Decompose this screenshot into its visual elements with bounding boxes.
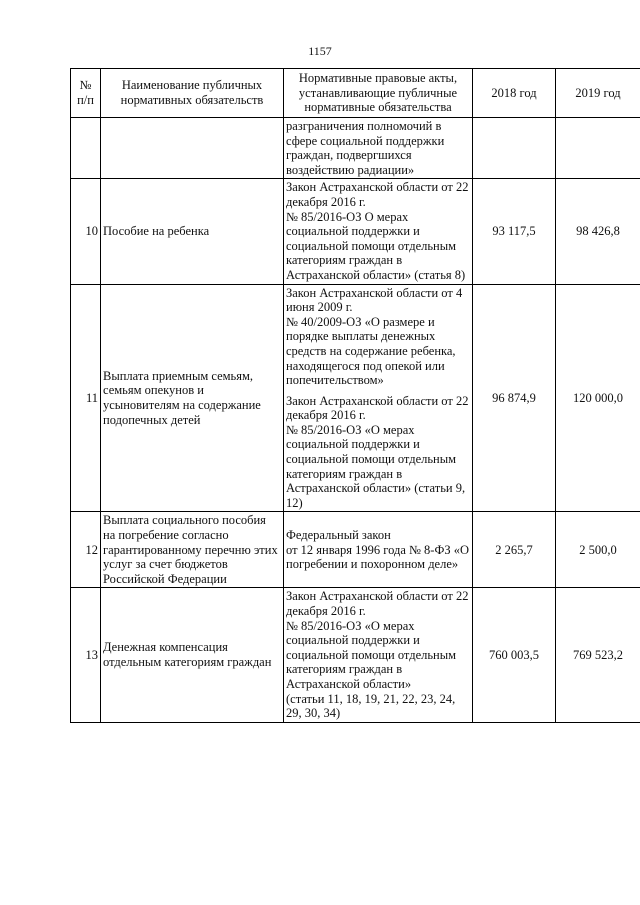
table-row bbox=[71, 179, 640, 284]
obligations-table bbox=[70, 68, 640, 723]
row-acts bbox=[284, 588, 473, 722]
legal-act: Закон Астраханской области от 22 декабря 2016 г. № 85/2016-ОЗ О мерах социальной поддержки и социальной помощи отдельным категориям граждан в Астраханской области» (статья 8) bbox=[286, 180, 469, 282]
table-row bbox=[71, 588, 640, 722]
header-num: № п/п bbox=[71, 69, 101, 118]
table-row bbox=[71, 512, 640, 588]
row-2019 bbox=[556, 118, 640, 179]
header-acts: Нормативные правовые акты, устанавливающие публичные нормативные обязательства bbox=[284, 69, 473, 118]
row-num: 12 bbox=[71, 512, 101, 588]
row-num: 11 bbox=[71, 284, 101, 512]
row-name bbox=[101, 118, 284, 179]
table-row bbox=[71, 284, 640, 512]
row-acts bbox=[284, 118, 473, 179]
table-row-continuation bbox=[71, 118, 640, 179]
row-2019: 2 500,0 bbox=[556, 512, 640, 588]
row-2019: 120 000,0 bbox=[556, 284, 640, 512]
legal-act: Закон Астраханской области от 4 июня 2009 г. № 40/2009-ОЗ «О размере и порядке выплаты денежных средств на содержание ребенка, находящегося под опекой или попечительством» bbox=[286, 285, 463, 388]
legal-act: разграничения полномочий в сфере социальной поддержки граждан, подвергшихся воздействию радиации» bbox=[286, 119, 445, 177]
header-name: Наименование публичных нормативных обязательств bbox=[101, 69, 284, 118]
row-2018: 760 003,5 bbox=[473, 588, 556, 722]
legal-act: Федеральный закон от 12 января 1996 года № 8-ФЗ «О погребении и похоронном деле» bbox=[286, 528, 470, 572]
row-2018: 2 265,7 bbox=[473, 512, 556, 588]
row-2018: 96 874,9 bbox=[473, 284, 556, 512]
row-2018: 93 117,5 bbox=[473, 179, 556, 284]
row-num: 13 bbox=[71, 588, 101, 722]
row-acts bbox=[284, 512, 473, 588]
row-2019: 98 426,8 bbox=[556, 179, 640, 284]
row-num: 10 bbox=[71, 179, 101, 284]
row-name: Выплата приемным семьям, семьям опекунов и усыновителям на содержание подопечных детей bbox=[101, 284, 284, 512]
row-name: Пособие на ребенка bbox=[101, 179, 284, 284]
row-2019: 769 523,2 bbox=[556, 588, 640, 722]
row-2018 bbox=[473, 118, 556, 179]
row-name: Выплата социального пособия на погребение согласно гарантированному перечню этих услуг за счет бюджетов Российской Федерации bbox=[101, 512, 284, 588]
header-2018: 2018 год bbox=[473, 69, 556, 118]
legal-act: Закон Астраханской области от 22 декабря 2016 г. № 85/2016-ОЗ «О мерах социальной поддержки и социальной помощи отдельным категориям граждан в Астраханской области» (статьи 11, 18, 19, 21, 22, 23, 24, 29, 30, 34) bbox=[286, 589, 469, 721]
page-number: 1157 bbox=[308, 44, 332, 58]
header-2019: 2019 год bbox=[556, 69, 640, 118]
row-acts bbox=[284, 284, 473, 512]
legal-act: Закон Астраханской области от 22 декабря 2016 г. № 85/2016-ОЗ «О мерах социальной поддержки и социальной помощи отдельным категориям граждан в Астраханской области» (статьи 9, 12) bbox=[286, 393, 469, 510]
table-header-row bbox=[71, 69, 640, 118]
row-num bbox=[71, 118, 101, 179]
row-name: Денежная компенсация отдельным категориям граждан bbox=[101, 588, 284, 722]
row-acts bbox=[284, 179, 473, 284]
